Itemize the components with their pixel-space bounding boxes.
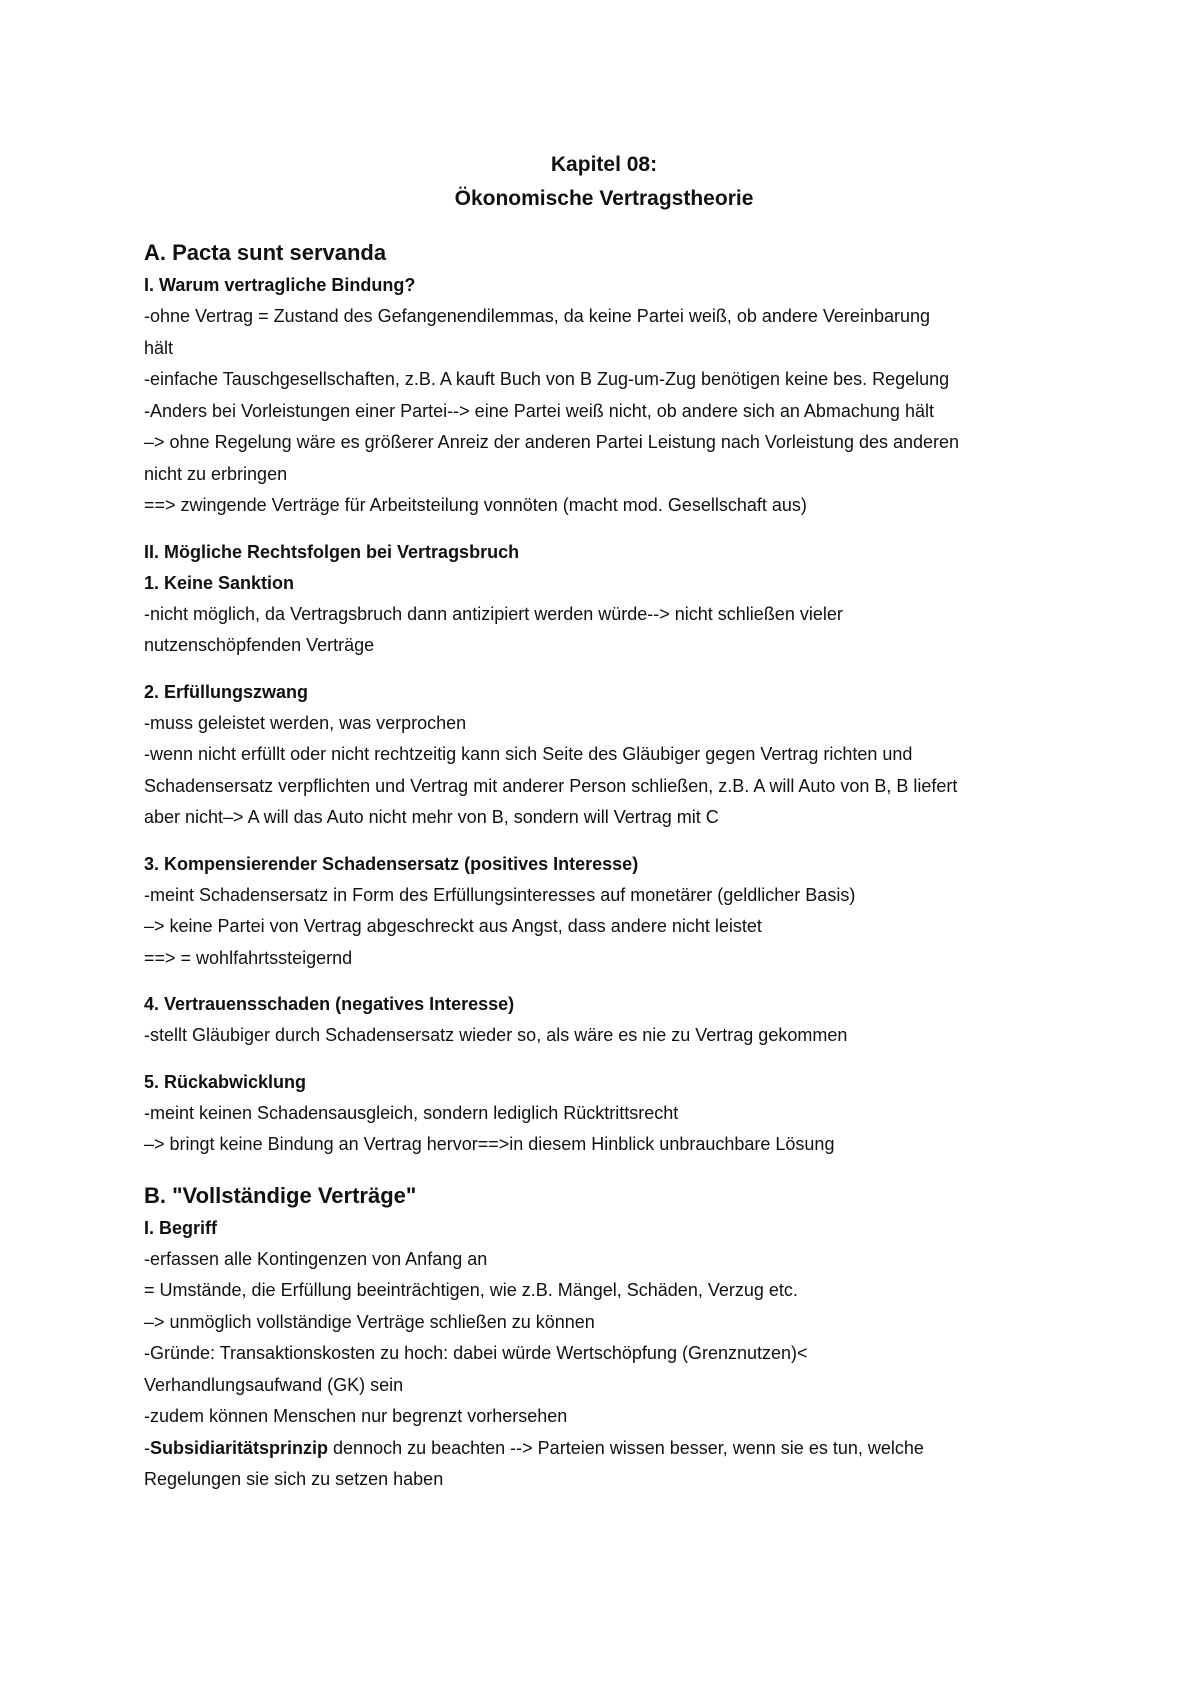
item-4-heading: 4. Vertrauensschaden (negatives Interesse) bbox=[144, 994, 515, 1014]
section-b-i-heading: I. Begriff bbox=[144, 1217, 218, 1238]
paragraph-line: -stellt Gläubiger durch Schadensersatz wieder so, als wäre es nie zu Vertrag gekommen bbox=[144, 1025, 848, 1045]
paragraph-line: hält bbox=[144, 337, 174, 358]
section-a-i-heading: I. Warum vertragliche Bindung? bbox=[144, 275, 416, 295]
paragraph-line: = Umstände, die Erfüllung beeinträchtigen, wie z.B. Mängel, Schäden, Verzug etc. bbox=[144, 1280, 798, 1300]
paragraph-line: -wenn nicht erfüllt oder nicht rechtzeitig kann sich Seite des Gläubiger gegen Vertrag richten und bbox=[144, 744, 913, 764]
paragraph-line: –> unmöglich vollständige Verträge schließen zu können bbox=[144, 1311, 595, 1332]
paragraph-line: Schadensersatz verpflichten und Vertrag mit anderer Person schließen, z.B. A will Auto von B, B liefert bbox=[144, 775, 958, 796]
line-rest: dennoch zu beachten --> Parteien wissen besser, wenn sie es tun, welche bbox=[328, 1437, 924, 1458]
item-1-heading: 1. Keine Sanktion bbox=[144, 572, 295, 593]
paragraph-line: Verhandlungsaufwand (GK) sein bbox=[144, 1374, 404, 1395]
paragraph-line: -meint keinen Schadensausgleich, sondern lediglich Rücktrittsrecht bbox=[144, 1102, 679, 1123]
paragraph-line: ==> zwingende Verträge für Arbeitsteilung vonnöten (macht mod. Gesellschaft aus) bbox=[144, 495, 807, 515]
spacer bbox=[144, 522, 1064, 537]
bold-term: Subsidiaritätsprinzip bbox=[150, 1437, 329, 1458]
spacer bbox=[144, 834, 1064, 849]
section-a-ii-heading: II. Mögliche Rechtsfolgen bei Vertragsbruch bbox=[144, 541, 520, 562]
spacer bbox=[144, 662, 1064, 677]
section-a-heading: A. Pacta sunt servanda bbox=[144, 240, 387, 265]
item-5-heading: 5. Rückabwicklung bbox=[144, 1071, 307, 1092]
section-b-heading: B. "Vollständige Verträge" bbox=[144, 1182, 417, 1208]
paragraph-line: -meint Schadensersatz in Form des Erfüllungsinteresses auf monetärer (geldlicher Basis) bbox=[144, 884, 856, 905]
paragraph-line: –> ohne Regelung wäre es größerer Anreiz der anderen Partei Leistung nach Vorleistung des anderen bbox=[144, 432, 960, 452]
paragraph-line: -ohne Vertrag = Zustand des Gefangenendilemmas, da keine Partei weiß, ob andere Vereinbarung bbox=[144, 306, 930, 326]
chapter-subtitle: Ökonomische Vertragstheorie bbox=[454, 187, 754, 210]
item-3-heading: 3. Kompensierender Schadensersatz (positives Interesse) bbox=[144, 853, 639, 874]
spacer bbox=[144, 1161, 1064, 1179]
paragraph-line: -erfassen alle Kontingenzen von Anfang an bbox=[144, 1248, 488, 1269]
paragraph-line: nicht zu erbringen bbox=[144, 463, 288, 484]
paragraph-line: -Gründe: Transaktionskosten zu hoch: dabei würde Wertschöpfung (Grenznutzen)< bbox=[144, 1343, 808, 1363]
item-2-heading: 2. Erfüllungszwang bbox=[144, 681, 309, 702]
paragraph-line: nutzenschöpfenden Verträge bbox=[144, 635, 375, 655]
chapter-title: Kapitel 08: bbox=[550, 153, 658, 176]
title-block bbox=[144, 148, 1064, 216]
paragraph-line: -Anders bei Vorleistungen einer Partei--> eine Partei weiß nicht, ob andere sich an Abmachung hält bbox=[144, 400, 934, 421]
paragraph-line-mixed bbox=[144, 1433, 1064, 1465]
spacer bbox=[144, 974, 1064, 989]
paragraph-line: ==> = wohlfahrtssteigernd bbox=[144, 947, 353, 968]
paragraph-line: aber nicht–> A will das Auto nicht mehr von B, sondern will Vertrag mit C bbox=[144, 807, 719, 827]
line-prefix: - bbox=[144, 1437, 150, 1458]
paragraph-line: -zudem können Menschen nur begrenzt vorhersehen bbox=[144, 1406, 568, 1426]
paragraph-line: Regelungen sie sich zu setzen haben bbox=[144, 1469, 444, 1489]
spacer bbox=[144, 1052, 1064, 1067]
paragraph-line: -einfache Tauschgesellschaften, z.B. A kauft Buch von B Zug-um-Zug benötigen keine bes. Regelung bbox=[144, 369, 950, 389]
document-page bbox=[144, 148, 1064, 1496]
paragraph-line: -muss geleistet werden, was verprochen bbox=[144, 712, 467, 733]
paragraph-line: -nicht möglich, da Vertragsbruch dann antizipiert werden würde--> nicht schließen vieler bbox=[144, 603, 843, 624]
paragraph-line: –> bringt keine Bindung an Vertrag hervor==>in diesem Hinblick unbrauchbare Lösung bbox=[144, 1134, 835, 1154]
paragraph-line: –> keine Partei von Vertrag abgeschreckt aus Angst, dass andere nicht leistet bbox=[144, 916, 762, 936]
